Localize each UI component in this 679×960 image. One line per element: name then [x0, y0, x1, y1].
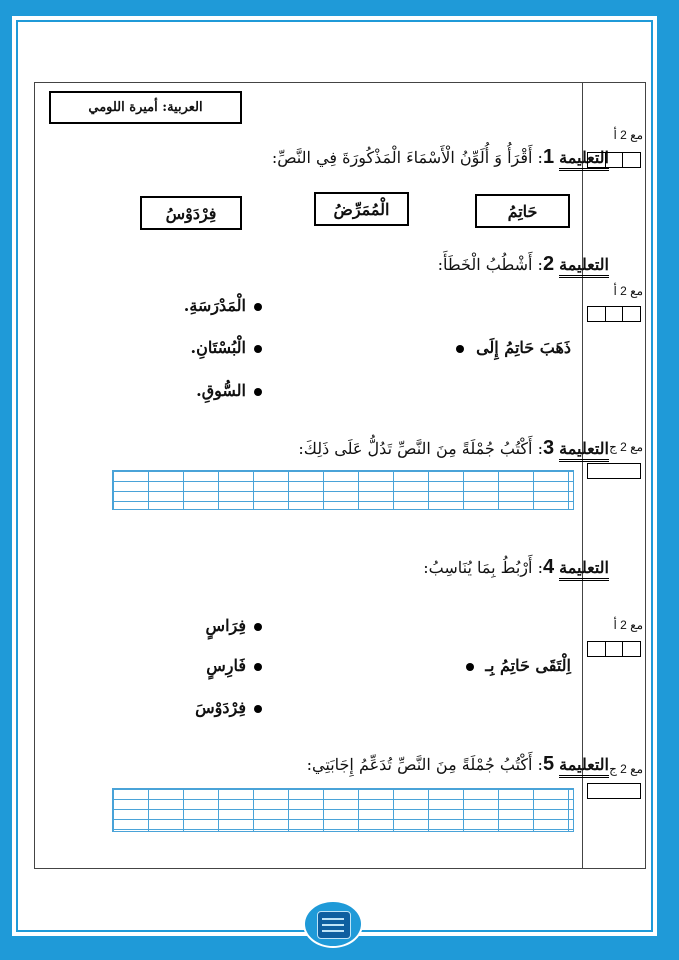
instruction-label: التعليمة [559, 255, 609, 278]
instruction-label: التعليمة [559, 439, 609, 462]
instruction-label: التعليمة [559, 558, 609, 581]
option-item[interactable]: فِرْدَوْسَ [195, 698, 262, 717]
instruction-label: التعليمة [559, 148, 609, 171]
mark-label: مع 2 ج [609, 762, 643, 776]
mark-box [587, 463, 641, 479]
instruction-text: : أَشْطُبُ الْخَطَأَ: [437, 255, 543, 274]
instruction-number: 2 [542, 253, 555, 275]
word-box[interactable]: الْمُمَرِّضُ [314, 192, 409, 226]
instruction-4 [423, 556, 609, 579]
question-stem: اِلْتَقَى حَاتِمُ بِـ [466, 656, 571, 675]
instruction-text: : أَرْبُطُ بِمَا يُنَاسِبُ: [423, 558, 543, 577]
logo-icon [303, 900, 363, 948]
margin-divider [582, 83, 583, 868]
instruction-number: 3 [542, 437, 555, 459]
instruction-3 [298, 437, 609, 460]
instruction-1 [272, 146, 609, 169]
mark-box [587, 783, 641, 799]
instruction-2 [438, 253, 609, 276]
writing-lines[interactable] [112, 470, 574, 510]
mark-box [587, 152, 641, 168]
instruction-number: 1 [542, 146, 555, 168]
option-item[interactable]: الْمَدْرَسَةِ. [184, 296, 262, 315]
instruction-5 [307, 753, 609, 776]
instruction-label: التعليمة [559, 755, 609, 778]
mark-label: مع 2 أ [613, 128, 643, 142]
mark-label: مع 2 ج [609, 440, 643, 454]
instruction-number: 4 [542, 556, 555, 578]
writing-lines[interactable] [112, 788, 574, 832]
word-box[interactable]: فِرْدَوْسُ [140, 196, 242, 230]
option-item[interactable]: فِرَاسٍ [206, 616, 262, 635]
instruction-text: : أَقْرَأُ وَ أُلَوِّنُ الْأَسْمَاءَ الْمَذْكُورَةَ فِي النَّصِّ: [271, 148, 543, 167]
instruction-text: : أَكْتُبُ جُمْلَةً مِنَ النَّصِّ تَدُلُّ عَلَى ذَلِكَ: [298, 439, 543, 458]
header-title: العربية: أميرة اللومي [49, 91, 242, 124]
option-item[interactable]: الْبُسْتَانِ. [191, 338, 262, 357]
mark-box [587, 306, 641, 322]
mark-label: مع 2 أ [613, 284, 643, 298]
instruction-text: : أَكْتُبُ جُمْلَةً مِنَ النَّصِّ تُدَعِّمُ إِجَابَتِي: [306, 755, 543, 774]
option-item[interactable]: فَارِسٍ [206, 656, 262, 675]
option-item[interactable]: السُّوقِ. [196, 381, 262, 400]
question-stem: ذَهَبَ حَاتِمُ إِلَى [456, 338, 571, 357]
mark-box [587, 641, 641, 657]
instruction-number: 5 [542, 753, 555, 775]
word-box[interactable]: حَاتِمُ [475, 194, 570, 228]
mark-label: مع 2 أ [613, 618, 643, 632]
